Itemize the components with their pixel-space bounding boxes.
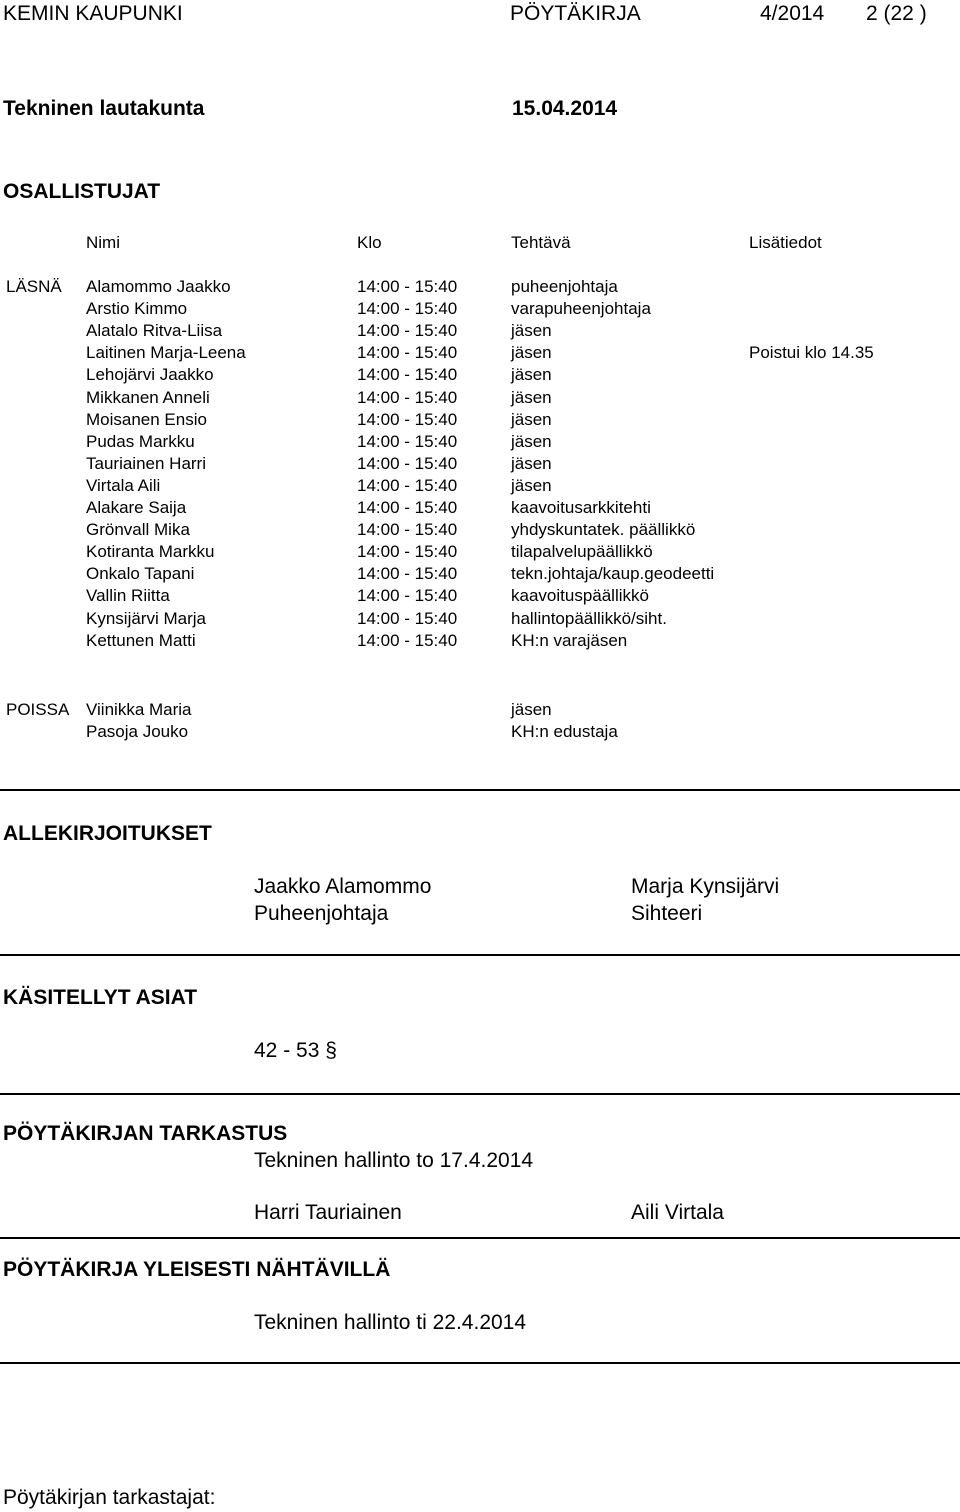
column-header-role: Tehtävä bbox=[511, 233, 571, 252]
meeting-date: 15.04.2014 bbox=[512, 97, 618, 120]
participant-time: 14:00 - 15:40 bbox=[357, 631, 458, 650]
column-header-info: Lisätiedot bbox=[749, 233, 822, 252]
participant-time: 14:00 - 15:40 bbox=[357, 476, 458, 495]
participant-time: 14:00 - 15:40 bbox=[357, 299, 458, 318]
participant-role: tilapalvelupäällikkö bbox=[511, 542, 653, 561]
public-place-date: Tekninen hallinto ti 22.4.2014 bbox=[254, 1311, 527, 1334]
participant-name: Alamommo Jaakko bbox=[86, 277, 231, 296]
divider bbox=[0, 1093, 960, 1095]
participant-role: KH:n varajäsen bbox=[511, 631, 628, 650]
participant-role: kaavoitusarkkitehti bbox=[511, 498, 651, 517]
participant-name: Vallin Riitta bbox=[86, 586, 170, 605]
participants-heading: OSALLISTUJAT bbox=[3, 180, 161, 203]
present-label: LÄSNÄ bbox=[6, 277, 62, 296]
reviewer-2-name: Aili Virtala bbox=[631, 1201, 724, 1224]
participant-role: puheenjohtaja bbox=[511, 277, 618, 296]
participant-name: Kettunen Matti bbox=[86, 631, 196, 650]
participant-role: jäsen bbox=[511, 410, 552, 429]
participant-role: jäsen bbox=[511, 388, 552, 407]
divider bbox=[0, 1237, 960, 1239]
participant-time: 14:00 - 15:40 bbox=[357, 343, 458, 362]
divider bbox=[0, 789, 960, 791]
participant-time: 14:00 - 15:40 bbox=[357, 321, 458, 340]
participant-name: Lehojärvi Jaakko bbox=[86, 365, 214, 384]
public-heading: PÖYTÄKIRJA YLEISESTI NÄHTÄVILLÄ bbox=[3, 1258, 391, 1281]
participant-time: 14:00 - 15:40 bbox=[357, 454, 458, 473]
document-type: PÖYTÄKIRJA bbox=[510, 2, 641, 25]
review-heading: PÖYTÄKIRJAN TARKASTUS bbox=[3, 1122, 288, 1145]
participant-time: 14:00 - 15:40 bbox=[357, 410, 458, 429]
participant-name: Laitinen Marja-Leena bbox=[86, 343, 246, 362]
chair-title: Puheenjohtaja bbox=[254, 902, 389, 925]
participant-name: Alakare Saija bbox=[86, 498, 187, 517]
participant-role: varapuheenjohtaja bbox=[511, 299, 651, 318]
participant-name: Kotiranta Markku bbox=[86, 542, 215, 561]
participant-role: jäsen bbox=[511, 365, 552, 384]
participant-name: Pudas Markku bbox=[86, 432, 195, 451]
participant-role: jäsen bbox=[511, 454, 552, 473]
participant-time: 14:00 - 15:40 bbox=[357, 520, 458, 539]
reviewers-label: Pöytäkirjan tarkastajat: bbox=[3, 1486, 216, 1509]
participant-role: kaavoituspäällikkö bbox=[511, 586, 649, 605]
participant-name: Alatalo Ritva-Liisa bbox=[86, 321, 223, 340]
participant-name: Arstio Kimmo bbox=[86, 299, 188, 318]
participant-time: 14:00 - 15:40 bbox=[357, 609, 458, 628]
participant-role: jäsen bbox=[511, 432, 552, 451]
participant-name: Grönvall Mika bbox=[86, 520, 190, 539]
secretary-title: Sihteeri bbox=[631, 902, 703, 925]
absent-role: jäsen bbox=[511, 700, 552, 719]
participant-time: 14:00 - 15:40 bbox=[357, 365, 458, 384]
chair-name: Jaakko Alamommo bbox=[254, 875, 432, 898]
participant-role: jäsen bbox=[511, 343, 552, 362]
signatures-heading: ALLEKIRJOITUKSET bbox=[3, 822, 212, 845]
participant-role: hallintopäällikkö/siht. bbox=[511, 609, 667, 628]
municipality-name: KEMIN KAUPUNKI bbox=[3, 2, 183, 25]
participant-role: jäsen bbox=[511, 321, 552, 340]
participant-role: tekn.johtaja/kaup.geodeetti bbox=[511, 564, 715, 583]
participant-name: Tauriainen Harri bbox=[86, 454, 206, 473]
participant-info: Poistui klo 14.35 bbox=[749, 343, 874, 362]
participant-role: yhdyskuntatek. päällikkö bbox=[511, 520, 696, 539]
items-heading: KÄSITELLYT ASIAT bbox=[3, 986, 198, 1009]
participant-time: 14:00 - 15:40 bbox=[357, 564, 458, 583]
divider bbox=[0, 954, 960, 956]
page-number: 2 (22 ) bbox=[866, 2, 927, 25]
participant-time: 14:00 - 15:40 bbox=[357, 498, 458, 517]
absent-label: POISSA bbox=[6, 700, 70, 719]
participant-name: Virtala Aili bbox=[86, 476, 161, 495]
participant-name: Mikkanen Anneli bbox=[86, 388, 210, 407]
column-header-name: Nimi bbox=[86, 233, 120, 252]
participant-time: 14:00 - 15:40 bbox=[357, 388, 458, 407]
participant-role: jäsen bbox=[511, 476, 552, 495]
absent-name: Pasoja Jouko bbox=[86, 722, 189, 741]
items-range: 42 - 53 § bbox=[254, 1039, 337, 1062]
participant-name: Kynsijärvi Marja bbox=[86, 609, 206, 628]
divider bbox=[0, 1362, 960, 1364]
participant-time: 14:00 - 15:40 bbox=[357, 432, 458, 451]
absent-role: KH:n edustaja bbox=[511, 722, 618, 741]
reviewer-1-name: Harri Tauriainen bbox=[254, 1201, 402, 1224]
document-number: 4/2014 bbox=[760, 2, 825, 25]
participant-name: Moisanen Ensio bbox=[86, 410, 207, 429]
participant-time: 14:00 - 15:40 bbox=[357, 542, 458, 561]
absent-name: Viinikka Maria bbox=[86, 700, 192, 719]
participant-time: 14:00 - 15:40 bbox=[357, 586, 458, 605]
participant-name: Onkalo Tapani bbox=[86, 564, 195, 583]
secretary-name: Marja Kynsijärvi bbox=[631, 875, 780, 898]
column-header-time: Klo bbox=[357, 233, 382, 252]
participant-time: 14:00 - 15:40 bbox=[357, 277, 458, 296]
committee-name: Tekninen lautakunta bbox=[3, 97, 205, 120]
review-place-date: Tekninen hallinto to 17.4.2014 bbox=[254, 1149, 534, 1172]
